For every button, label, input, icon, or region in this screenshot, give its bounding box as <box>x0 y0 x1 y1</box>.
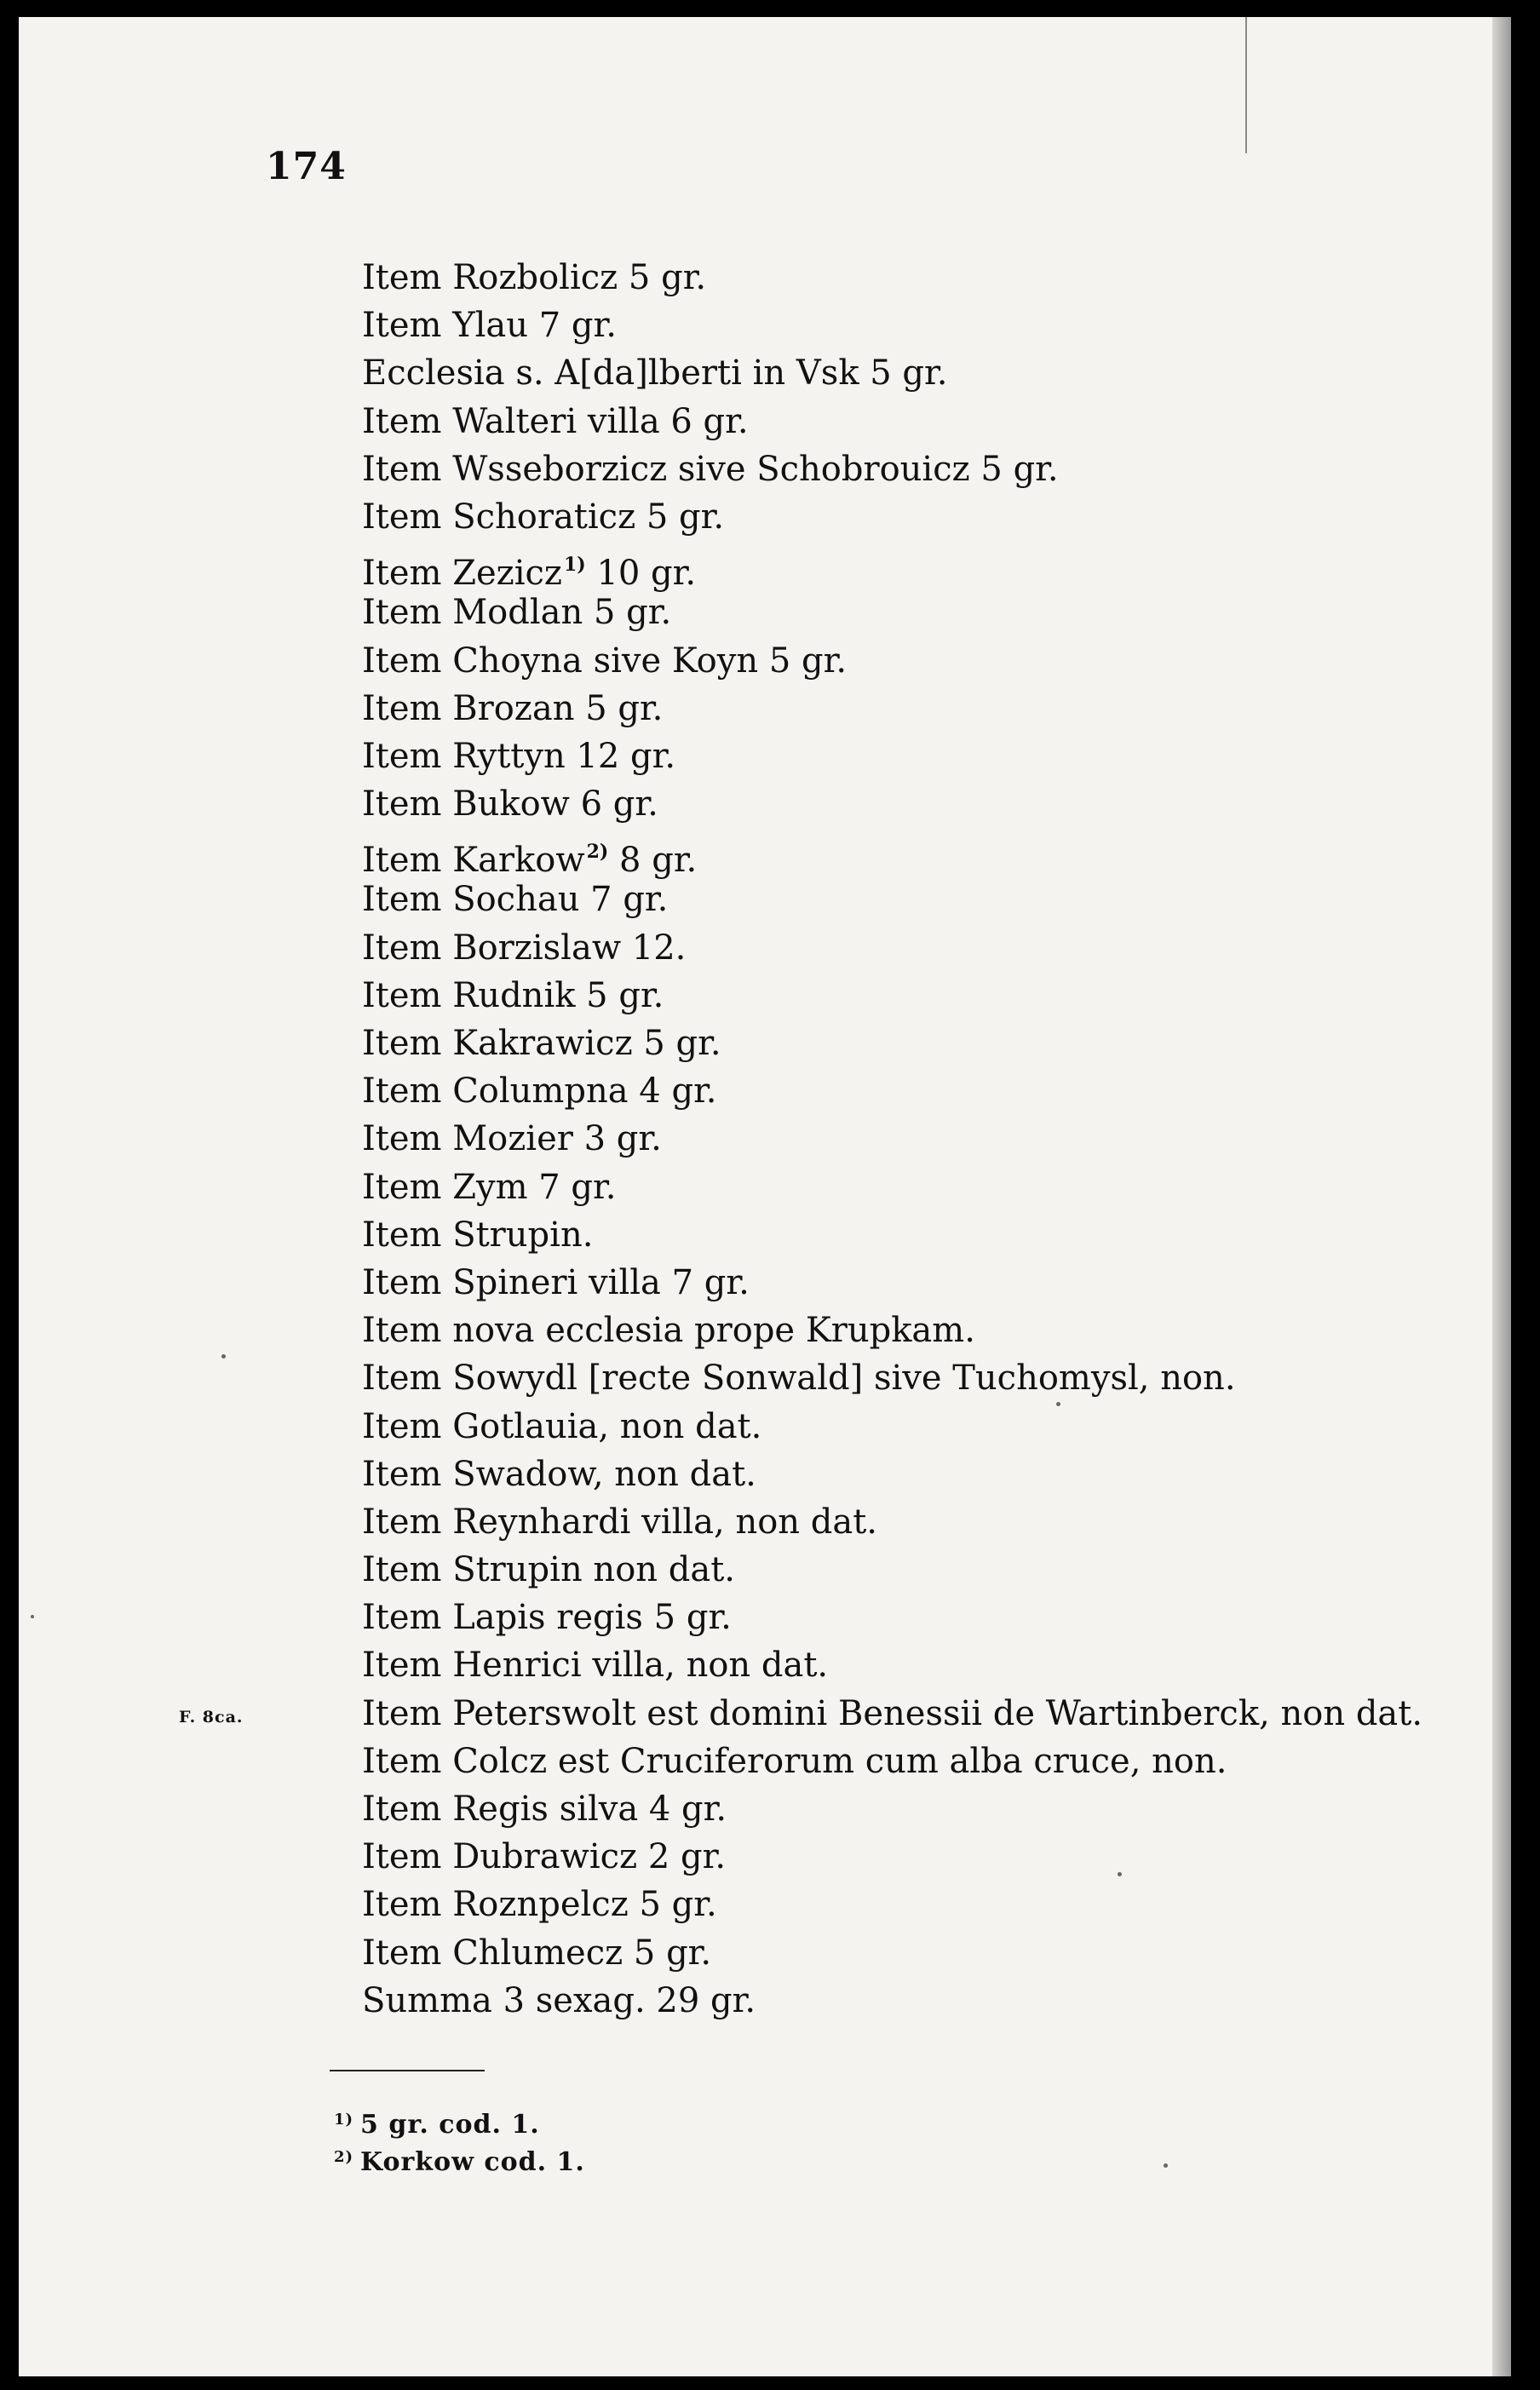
entry-line: Item Dubrawicz 2 gr. <box>362 1837 727 1877</box>
entry-line: Summa 3 sexag. 29 gr. <box>362 1980 756 2020</box>
scan-speck <box>1164 2163 1168 2168</box>
footnote-text: Korkow cod. 1. <box>360 2147 585 2177</box>
entry-line: Item Swadow, non dat. <box>362 1454 756 1494</box>
entry-line: Item Wsseborzicz sive Schobrouicz 5 gr. <box>362 449 1059 489</box>
entry-line: Item Walteri villa 6 gr. <box>362 401 749 441</box>
page-edge-shadow <box>1492 17 1511 2376</box>
entry-line: Ecclesia s. A[da]lberti in Vsk 5 gr. <box>362 353 948 394</box>
entry-line: Item Columpna 4 gr. <box>362 1071 717 1112</box>
entry-line: Item Lapis regis 5 gr. <box>362 1598 732 1638</box>
entry-line: Item Reynhardi villa, non dat. <box>362 1502 877 1542</box>
scan-speck <box>221 1354 226 1359</box>
entry-line: Item Henrici villa, non dat. <box>362 1646 829 1686</box>
scan-speck <box>31 1615 34 1618</box>
footnote-reference: 2) <box>586 841 609 864</box>
margin-folio-note: F. 8ca. <box>179 1708 244 1726</box>
entry-line: Item Ylau 7 gr. <box>362 306 617 346</box>
footnote <box>334 2101 585 2139</box>
book-page <box>19 17 1511 2376</box>
footnote-text: 5 gr. cod. 1. <box>360 2110 540 2140</box>
entry-line: Item Kakrawicz 5 gr. <box>362 1024 721 1063</box>
scan-speck <box>1118 1872 1122 1876</box>
footnote-mark: 2) <box>334 2148 354 2166</box>
entry-text: Item Karkow <box>362 841 585 881</box>
entry-line: Item Regis silva 4 gr. <box>362 1790 727 1829</box>
entry-line: Item Schoraticz 5 gr. <box>362 497 725 537</box>
footnote-divider <box>330 2070 485 2071</box>
entry-line <box>362 828 1422 881</box>
entry-line <box>362 541 1422 594</box>
entry-line: Item Zym 7 gr. <box>362 1167 617 1207</box>
footnote-reference: 1) <box>564 554 586 577</box>
entry-list <box>362 254 1422 2025</box>
scan-artifact-line <box>1245 17 1247 153</box>
entry-line: Item Modlan 5 gr. <box>362 593 672 633</box>
entry-line: Item Rozbolicz 5 gr. <box>362 258 707 297</box>
footnote <box>334 2139 585 2176</box>
entry-line: Item Borzislaw 12. <box>362 928 687 968</box>
footnotes <box>334 2101 585 2176</box>
entry-line: Item Spineri villa 7 gr. <box>362 1262 750 1302</box>
footnote-mark: 1) <box>334 2111 354 2129</box>
entry-line: Item Brozan 5 gr. <box>362 688 664 728</box>
entry-line: Item Strupin. <box>362 1215 594 1255</box>
entry-line: Item Colcz est Cruciferorum cum alba cruce, non. <box>362 1741 1227 1781</box>
entry-line: Item Sochau 7 gr. <box>362 880 669 920</box>
entry-text: 8 gr. <box>608 841 698 881</box>
entry-line: Item Chlumecz 5 gr. <box>362 1933 712 1973</box>
entry-line: Item Ryttyn 12 gr. <box>362 736 676 776</box>
entry-line: Item Sowydl [recte Sonwald] sive Tuchomysl, non. <box>362 1359 1236 1399</box>
entry-line: Item Mozier 3 gr. <box>362 1119 662 1159</box>
entry-text: 10 gr. <box>585 554 697 594</box>
entry-line: Item Peterswolt est domini Benessii de Wartinberck, non dat. <box>362 1693 1423 1733</box>
page-number: 174 <box>266 145 347 188</box>
entry-text: Item Zezicz <box>362 554 562 594</box>
entry-line: Item nova ecclesia prope Krupkam. <box>362 1311 975 1351</box>
entry-line: Item Choyna sive Koyn 5 gr. <box>362 641 848 681</box>
entry-line: Item Rudnik 5 gr. <box>362 975 664 1015</box>
scan-speck <box>1056 1402 1060 1406</box>
entry-line: Item Gotlauia, non dat. <box>362 1406 762 1446</box>
entry-line: Item Roznpelcz 5 gr. <box>362 1885 717 1925</box>
entry-line: Item Strupin non dat. <box>362 1550 735 1590</box>
entry-line: Item Bukow 6 gr. <box>362 784 658 824</box>
